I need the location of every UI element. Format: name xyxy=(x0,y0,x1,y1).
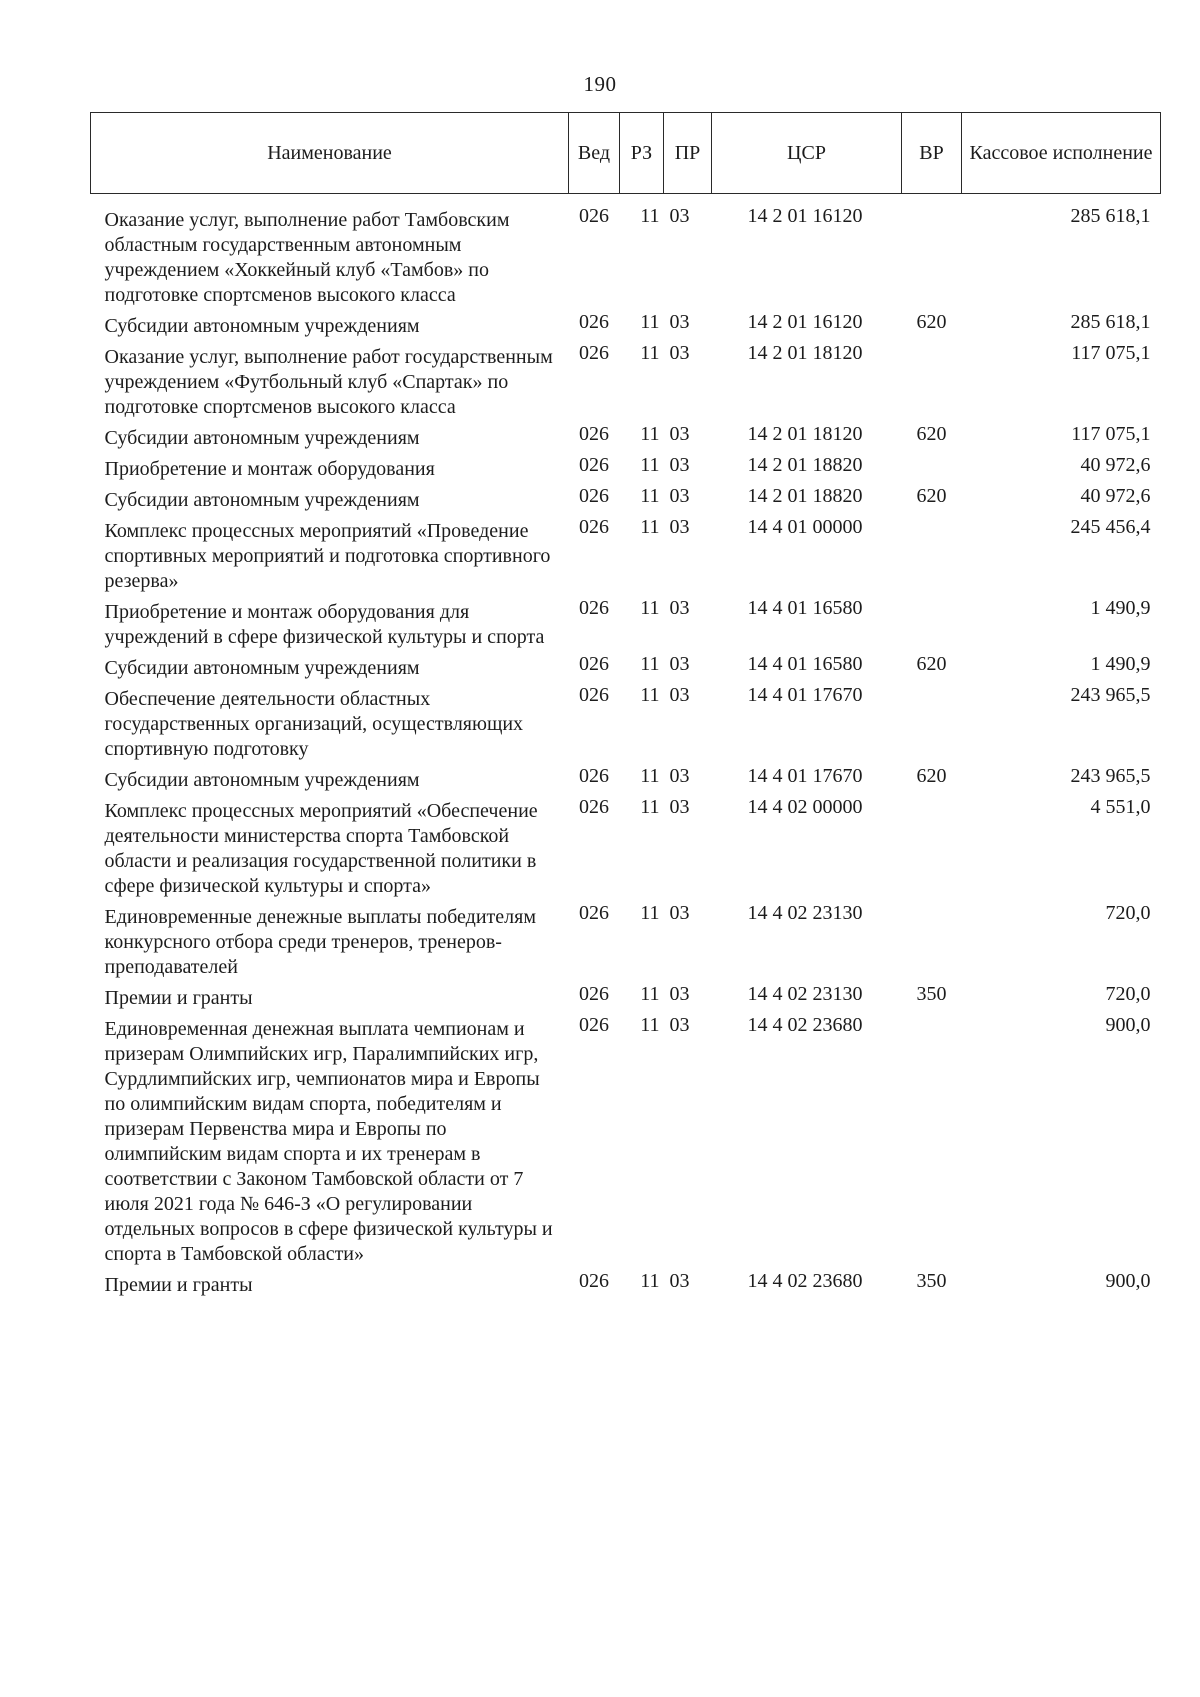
cell-pr xyxy=(664,194,712,315)
cell-rz-text: 11 xyxy=(640,423,660,445)
cell-rz xyxy=(620,983,664,1017)
cell-sum-text: 117 075,1 xyxy=(1071,342,1151,364)
cell-name xyxy=(91,799,569,905)
cell-name xyxy=(91,687,569,768)
cell-csr-text: 14 2 01 18120 xyxy=(747,342,863,364)
budget-table xyxy=(90,112,1161,1304)
cell-name xyxy=(91,1273,569,1304)
cell-rz xyxy=(620,454,664,488)
cell-name xyxy=(91,457,569,488)
cell-rz-text: 11 xyxy=(640,796,660,818)
cell-ved-text: 026 xyxy=(579,684,609,706)
cell-sum xyxy=(962,902,1161,986)
cell-ved-text: 026 xyxy=(579,597,609,619)
table-row xyxy=(91,600,1161,656)
cell-csr-text: 14 2 01 16120 xyxy=(747,311,863,333)
table-row xyxy=(91,194,1161,315)
cell-vr-text: 620 xyxy=(916,485,947,507)
cell-sum-text: 1 490,9 xyxy=(1090,597,1151,619)
cell-csr-text: 14 4 01 16580 xyxy=(747,597,863,619)
cell-rz-text: 11 xyxy=(640,902,660,924)
cell-vr xyxy=(902,485,962,519)
cell-csr xyxy=(712,423,902,457)
cell-sum xyxy=(962,311,1161,345)
cell-csr xyxy=(712,342,902,426)
cell-name xyxy=(91,905,569,986)
cell-csr xyxy=(712,516,902,600)
cell-vr xyxy=(902,519,962,600)
cell-rz xyxy=(620,485,664,519)
cell-csr-text: 14 4 02 23680 xyxy=(747,1014,863,1036)
cell-rz-text: 11 xyxy=(640,765,660,787)
cell-ved-text: 026 xyxy=(579,765,609,787)
cell-ved-text: 026 xyxy=(579,423,609,445)
cell-rz xyxy=(620,653,664,687)
cell-csr xyxy=(712,485,902,519)
cell-sum xyxy=(962,765,1161,799)
cell-pr xyxy=(664,983,712,1017)
cell-pr xyxy=(664,342,712,426)
cell-rz xyxy=(620,902,664,986)
cell-csr-text: 14 4 02 23680 xyxy=(747,1270,863,1292)
cell-rz-text: 11 xyxy=(640,1014,660,1036)
cell-rz xyxy=(620,765,664,799)
cell-rz xyxy=(620,796,664,905)
cell-csr-text: 14 2 01 16120 xyxy=(747,205,863,227)
cell-ved xyxy=(569,342,620,426)
cell-name-text: Единовременная денежная выплата чемпионам и призерам Олимпийских игр, Паралимпийских игр, Сурдлимпийских игр, чемпионатов мира и Европы по олимпийским видам спорта, победителям и призерам Первенства мира и Европы по олимпийским видам спорта и их тренерам в соответствии с Законом Тамбовской области от 7 июля 2021 года № 646-З «О регулировании отдельных вопросов в сфере физической культуры и спорта в Тамбовской области» xyxy=(104,1018,553,1265)
cell-rz-text: 11 xyxy=(640,311,660,333)
cell-vr xyxy=(902,600,962,656)
cell-ved-text: 026 xyxy=(579,485,609,507)
cell-ved-text: 026 xyxy=(579,1270,609,1292)
cell-sum xyxy=(962,194,1161,315)
cell-name xyxy=(91,600,569,656)
header-rz: РЗ xyxy=(620,113,664,194)
cell-sum xyxy=(962,597,1161,656)
cell-csr xyxy=(712,1270,902,1304)
cell-ved-text: 026 xyxy=(579,983,609,1005)
cell-pr xyxy=(664,902,712,986)
cell-csr xyxy=(712,194,902,315)
cell-ved xyxy=(569,454,620,488)
header-pr: ПР xyxy=(664,113,712,194)
cell-name-text: Субсидии автономным учреждениям xyxy=(104,769,420,791)
cell-pr-text: 03 xyxy=(669,653,690,675)
cell-ved-text: 026 xyxy=(579,311,609,333)
cell-name-text: Премии и гранты xyxy=(104,987,253,1009)
cell-rz xyxy=(620,516,664,600)
header-csr: ЦСР xyxy=(712,113,902,194)
cell-ved-text: 026 xyxy=(579,205,609,227)
cell-vr xyxy=(902,457,962,488)
cell-name xyxy=(91,488,569,519)
cell-csr xyxy=(712,653,902,687)
cell-rz-text: 11 xyxy=(640,485,660,507)
cell-csr-text: 14 4 01 16580 xyxy=(747,653,863,675)
cell-ved-text: 026 xyxy=(579,902,609,924)
cell-vr xyxy=(902,423,962,457)
cell-vr xyxy=(902,345,962,426)
cell-ved xyxy=(569,516,620,600)
cell-csr-text: 14 2 01 18820 xyxy=(747,485,863,507)
cell-csr-text: 14 4 01 00000 xyxy=(747,516,863,538)
cell-sum-text: 4 551,0 xyxy=(1090,796,1151,818)
cell-ved xyxy=(569,597,620,656)
cell-csr xyxy=(712,454,902,488)
cell-csr-text: 14 4 01 17670 xyxy=(747,684,863,706)
cell-vr xyxy=(902,765,962,799)
cell-name-text: Оказание услуг, выполнение работ Тамбовским областным государственным автономным учреждением «Хоккейный клуб «Тамбов» по подготовке спортсменов высокого класса xyxy=(104,209,510,306)
cell-pr-text: 03 xyxy=(669,342,690,364)
cell-vr xyxy=(902,194,962,315)
cell-sum xyxy=(962,516,1161,600)
cell-name xyxy=(91,986,569,1017)
cell-name-text: Субсидии автономным учреждениям xyxy=(104,489,420,511)
table-body xyxy=(91,194,1161,1305)
cell-name-text: Субсидии автономным учреждениям xyxy=(104,315,420,337)
cell-csr-text: 14 4 02 23130 xyxy=(747,902,863,924)
table-row xyxy=(91,1017,1161,1273)
cell-pr xyxy=(664,311,712,345)
table-row xyxy=(91,345,1161,426)
cell-pr xyxy=(664,1270,712,1304)
cell-name xyxy=(91,1017,569,1273)
cell-vr xyxy=(902,311,962,345)
cell-rz-text: 11 xyxy=(640,516,660,538)
cell-name xyxy=(91,656,569,687)
cell-vr-text: 620 xyxy=(916,765,947,787)
table-row xyxy=(91,768,1161,799)
cell-rz-text: 11 xyxy=(640,1270,660,1292)
cell-sum xyxy=(962,1014,1161,1273)
cell-rz xyxy=(620,1014,664,1273)
cell-sum xyxy=(962,983,1161,1017)
cell-vr xyxy=(902,687,962,768)
cell-rz-text: 11 xyxy=(640,205,660,227)
cell-name-text: Субсидии автономным учреждениям xyxy=(104,427,420,449)
cell-sum-text: 243 965,5 xyxy=(1070,684,1151,706)
cell-pr xyxy=(664,765,712,799)
table-row xyxy=(91,426,1161,457)
cell-name xyxy=(91,345,569,426)
cell-name-text: Оказание услуг, выполнение работ государственным учреждением «Футбольный клуб «Спартак» по подготовке спортсменов высокого класса xyxy=(104,346,553,418)
cell-vr xyxy=(902,1270,962,1304)
cell-csr xyxy=(712,311,902,345)
cell-name xyxy=(91,768,569,799)
cell-csr xyxy=(712,597,902,656)
header-name: Наименование xyxy=(91,113,569,194)
cell-sum-text: 243 965,5 xyxy=(1070,765,1151,787)
table-row xyxy=(91,799,1161,905)
cell-pr xyxy=(664,597,712,656)
cell-vr xyxy=(902,653,962,687)
cell-sum-text: 40 972,6 xyxy=(1080,454,1151,476)
cell-rz xyxy=(620,311,664,345)
cell-pr-text: 03 xyxy=(669,423,690,445)
cell-name-text: Приобретение и монтаж оборудования для учреждений в сфере физической культуры и спорта xyxy=(104,601,545,648)
cell-ved xyxy=(569,983,620,1017)
cell-pr-text: 03 xyxy=(669,485,690,507)
cell-sum xyxy=(962,653,1161,687)
cell-csr-text: 14 2 01 18120 xyxy=(747,423,863,445)
cell-rz xyxy=(620,1270,664,1304)
table-row xyxy=(91,314,1161,345)
header-ved: Вед xyxy=(569,113,620,194)
table-row xyxy=(91,519,1161,600)
table-row xyxy=(91,656,1161,687)
cell-pr xyxy=(664,1014,712,1273)
cell-name-text: Комплекс процессных мероприятий «Обеспечение деятельности министерства спорта Тамбовской области и реализация государственной политики в сфере физической культуры и спорта» xyxy=(104,800,538,897)
cell-csr xyxy=(712,1014,902,1273)
cell-vr-text: 620 xyxy=(916,653,947,675)
cell-name-text: Приобретение и монтаж оборудования xyxy=(104,458,435,480)
cell-sum-text: 117 075,1 xyxy=(1071,423,1151,445)
page-number: 190 xyxy=(583,72,617,96)
cell-pr-text: 03 xyxy=(669,454,690,476)
cell-sum-text: 40 972,6 xyxy=(1080,485,1151,507)
cell-sum-text: 720,0 xyxy=(1105,983,1151,1005)
cell-sum xyxy=(962,454,1161,488)
cell-rz-text: 11 xyxy=(640,983,660,1005)
cell-ved xyxy=(569,194,620,315)
cell-pr-text: 03 xyxy=(669,205,690,227)
cell-pr xyxy=(664,516,712,600)
table-row xyxy=(91,488,1161,519)
cell-ved xyxy=(569,653,620,687)
cell-ved-text: 026 xyxy=(579,1014,609,1036)
cell-name-text: Субсидии автономным учреждениям xyxy=(104,657,420,679)
cell-sum-text: 285 618,1 xyxy=(1070,205,1151,227)
cell-pr-text: 03 xyxy=(669,983,690,1005)
cell-sum-text: 900,0 xyxy=(1105,1270,1151,1292)
cell-csr xyxy=(712,765,902,799)
header-vr: ВР xyxy=(902,113,962,194)
cell-pr xyxy=(664,653,712,687)
cell-rz-text: 11 xyxy=(640,684,660,706)
cell-rz xyxy=(620,597,664,656)
cell-rz-text: 11 xyxy=(640,597,660,619)
cell-csr xyxy=(712,983,902,1017)
cell-rz-text: 11 xyxy=(640,342,660,364)
cell-ved xyxy=(569,311,620,345)
cell-vr-text: 620 xyxy=(916,423,947,445)
cell-csr-text: 14 4 02 00000 xyxy=(747,796,863,818)
table-header-row xyxy=(91,113,1161,194)
cell-ved xyxy=(569,796,620,905)
cell-sum xyxy=(962,684,1161,768)
cell-pr-text: 03 xyxy=(669,796,690,818)
cell-csr xyxy=(712,684,902,768)
cell-rz-text: 11 xyxy=(640,653,660,675)
cell-ved xyxy=(569,1270,620,1304)
cell-sum-text: 285 618,1 xyxy=(1070,311,1151,333)
cell-vr-text: 350 xyxy=(916,1270,947,1292)
cell-pr xyxy=(664,796,712,905)
cell-sum xyxy=(962,423,1161,457)
cell-pr xyxy=(664,423,712,457)
table-row xyxy=(91,457,1161,488)
cell-sum-text: 1 490,9 xyxy=(1090,653,1151,675)
cell-csr xyxy=(712,796,902,905)
cell-ved-text: 026 xyxy=(579,653,609,675)
cell-csr-text: 14 2 01 18820 xyxy=(747,454,863,476)
cell-rz-text: 11 xyxy=(640,454,660,476)
cell-rz xyxy=(620,684,664,768)
cell-pr xyxy=(664,454,712,488)
cell-ved xyxy=(569,485,620,519)
cell-vr-text: 350 xyxy=(916,983,947,1005)
cell-sum-text: 245 456,4 xyxy=(1070,516,1151,538)
cell-pr-text: 03 xyxy=(669,1270,690,1292)
cell-pr xyxy=(664,684,712,768)
cell-pr xyxy=(664,485,712,519)
cell-pr-text: 03 xyxy=(669,516,690,538)
header-sum: Кассовое исполнение xyxy=(962,113,1161,194)
cell-vr-text: 620 xyxy=(916,311,947,333)
cell-csr-text: 14 4 02 23130 xyxy=(747,983,863,1005)
cell-name-text: Единовременные денежные выплаты победителям конкурсного отбора среди тренеров, тренеров-преподавателей xyxy=(104,906,537,978)
cell-name xyxy=(91,314,569,345)
cell-pr-text: 03 xyxy=(669,597,690,619)
cell-ved xyxy=(569,684,620,768)
cell-ved xyxy=(569,1014,620,1273)
cell-ved-text: 026 xyxy=(579,342,609,364)
cell-csr xyxy=(712,902,902,986)
cell-name-text: Обеспечение деятельности областных государственных организаций, осуществляющих спортивную подготовку xyxy=(104,688,524,760)
cell-vr xyxy=(902,905,962,986)
cell-ved xyxy=(569,423,620,457)
cell-name xyxy=(91,426,569,457)
cell-ved-text: 026 xyxy=(579,454,609,476)
cell-sum xyxy=(962,796,1161,905)
cell-vr xyxy=(902,983,962,1017)
cell-pr-text: 03 xyxy=(669,1014,690,1036)
cell-sum-text: 900,0 xyxy=(1105,1014,1151,1036)
cell-pr-text: 03 xyxy=(669,684,690,706)
cell-ved-text: 026 xyxy=(579,516,609,538)
cell-ved-text: 026 xyxy=(579,796,609,818)
cell-name-text: Премии и гранты xyxy=(104,1274,253,1296)
cell-vr xyxy=(902,799,962,905)
cell-name xyxy=(91,519,569,600)
cell-vr xyxy=(902,1017,962,1273)
cell-rz xyxy=(620,423,664,457)
cell-sum xyxy=(962,1270,1161,1304)
cell-ved xyxy=(569,902,620,986)
cell-rz xyxy=(620,342,664,426)
cell-rz xyxy=(620,194,664,315)
cell-pr-text: 03 xyxy=(669,311,690,333)
cell-name xyxy=(91,194,569,315)
cell-sum xyxy=(962,485,1161,519)
cell-ved xyxy=(569,765,620,799)
cell-name-text: Комплекс процессных мероприятий «Проведение спортивных мероприятий и подготовка спортивного резерва» xyxy=(104,520,551,592)
cell-pr-text: 03 xyxy=(669,765,690,787)
table-row xyxy=(91,1273,1161,1304)
cell-sum xyxy=(962,342,1161,426)
table-row xyxy=(91,986,1161,1017)
cell-sum-text: 720,0 xyxy=(1105,902,1151,924)
cell-csr-text: 14 4 01 17670 xyxy=(747,765,863,787)
table-row xyxy=(91,687,1161,768)
table-row xyxy=(91,905,1161,986)
cell-pr-text: 03 xyxy=(669,902,690,924)
